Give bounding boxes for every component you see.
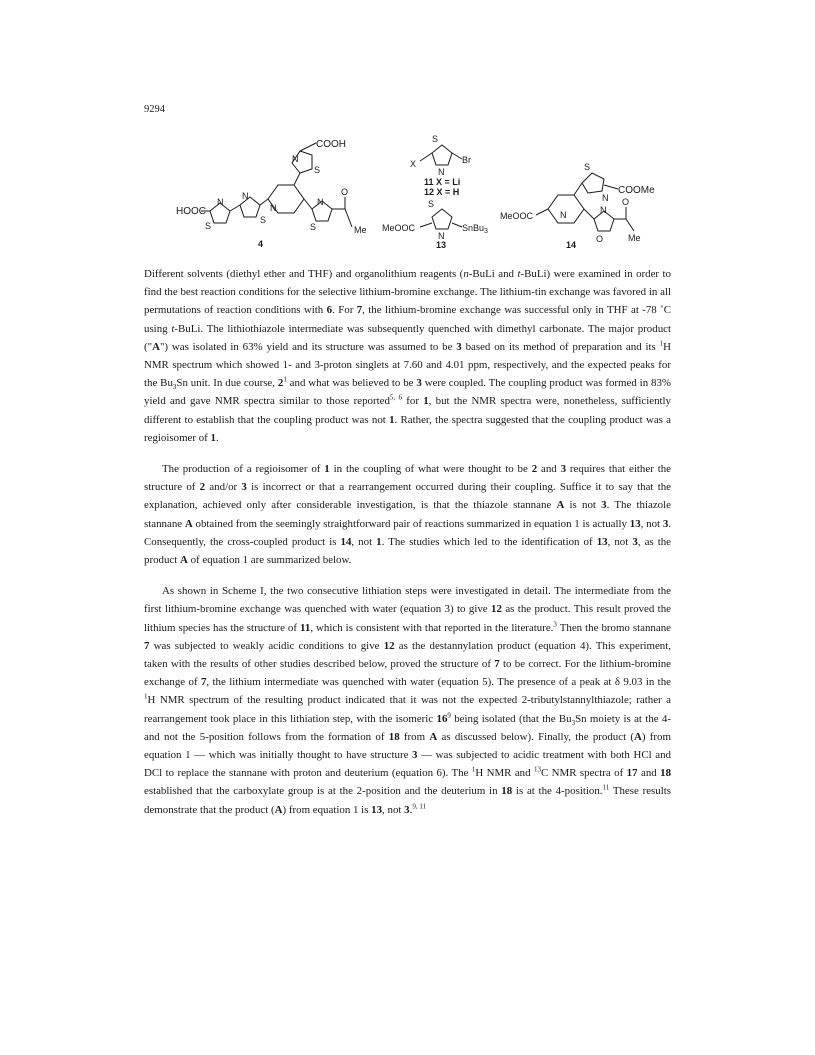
p2-text: . The thiazole stannane — [144, 499, 671, 530]
p3-compound-ref: 13 — [371, 803, 383, 816]
p1-text: . For — [332, 304, 357, 317]
p3-compound-ref: 18 — [501, 785, 513, 798]
c4-s2: S — [260, 215, 267, 225]
c14-s: S — [584, 162, 591, 172]
paragraph-1 — [144, 265, 671, 447]
c14-me: Me — [628, 233, 641, 243]
c4-carbonyl-o: O — [341, 187, 349, 197]
page-number: 9294 — [144, 104, 165, 115]
p3-superscript: 13 — [534, 765, 541, 774]
p2-text: and/or — [205, 481, 242, 494]
p1-text: H NMR spectrum which showed 1- and 3-proton singlets at 7.60 and 4.01 ppm, respectively, and the expected peaks for the Bu — [144, 340, 671, 390]
p1-text: -BuLi. The lithiothiazole intermediate was subsequently quenched with dimethyl carbonate. The major product (" — [144, 322, 671, 353]
p3-citation: 11 — [602, 783, 610, 792]
p2-compound-ref: 1 — [324, 463, 330, 476]
p1-compound-ref: 2 — [277, 377, 284, 390]
p3-text: ) from equation 1 is — [282, 803, 372, 816]
c4-n3: N — [292, 154, 299, 164]
p3-subscript: 3 — [571, 718, 576, 727]
p1-compound-ref: 1 — [210, 431, 216, 444]
p3-text: H NMR spectrum of the resulting product indicated that it was not the expected 2-tributylstannylthiazole; rather a rearrangement took place in this lithiation step, with the isomeric — [144, 694, 671, 725]
p3-superscript: 1 — [471, 765, 476, 774]
p3-text: as the product. This result proved the lithium species has the structure of — [144, 603, 671, 634]
c13-label: 13 — [436, 240, 447, 250]
p3-superscript: 1 — [144, 692, 148, 701]
p3-text: , which is consistent with that reported in the literature. — [310, 621, 554, 634]
compound-11-12-structure — [410, 134, 471, 197]
p1-italic: n — [463, 268, 469, 280]
p1-text: were coupled. The coupling product was formed in 83% yield and gave NMR spectra similar to those reported — [144, 377, 671, 408]
p3-compound-ref: 7 — [494, 658, 500, 671]
c14-n-pyridine: N — [560, 210, 567, 220]
p2-text: . The studies which led to the identification of — [381, 535, 597, 548]
p3-compound-ref: 11 — [300, 621, 311, 634]
p3-text: to be correct. For the lithium-bromine exchange of — [144, 658, 672, 689]
c13-n: N — [438, 231, 445, 241]
p2-text: , as the product — [144, 535, 672, 567]
p2-compound-ref: 14 — [340, 535, 352, 548]
body-text — [144, 265, 671, 832]
c14-label: 14 — [566, 240, 577, 250]
p2-compound-ref: A — [180, 554, 188, 567]
c4-me: Me — [354, 225, 367, 235]
p1-text: based on its method of preparation and its — [461, 340, 660, 353]
p2-text: , not — [607, 535, 633, 548]
p1-subscript: 3 — [172, 383, 177, 392]
c4-s3: S — [314, 165, 321, 175]
p3-compound-ref: 7 — [200, 676, 207, 689]
c14-coome: COOMe — [618, 185, 655, 196]
p1-text: . — [216, 431, 219, 444]
c4-n-pyridine: N — [270, 203, 277, 213]
p3-text: was subjected to weakly acidic conditions to give — [149, 639, 384, 652]
c11-line1: 11 X = Li — [424, 177, 461, 187]
compound-14-structure — [500, 162, 655, 250]
c13-snbu: SnBu — [462, 223, 485, 233]
p3-text: from — [399, 730, 430, 743]
p1-compound-ref: 6 — [326, 304, 333, 317]
c13-s: S — [428, 199, 435, 209]
p3-text: — was subjected to acidic treatment with both HCl and DCl to replace the stannane with proton and deuterium (equation 6). The — [144, 749, 672, 780]
p2-compound-ref: 3 — [241, 481, 247, 494]
p1-compound-ref: 1 — [389, 413, 395, 426]
p3-text: These results demonstrate that the product ( — [144, 785, 672, 816]
paragraph-3 — [144, 582, 671, 819]
p1-text: ") was isolated in 63% yield and its structure was assumed to be — [159, 340, 457, 353]
p3-text: is at the 4-position. — [512, 785, 603, 798]
p1-compound-ref: 7 — [356, 304, 363, 317]
p2-text: obtained from the seemingly straightforward pair of reactions summarized in equation 1 is actually — [192, 517, 630, 530]
p3-citation: 9 — [447, 711, 451, 720]
c13-snbu3 — [462, 223, 488, 235]
p2-text: . Consequently, the cross-coupled product is — [144, 517, 672, 548]
p2-text: is not — [564, 499, 602, 512]
compound-13-structure — [382, 199, 488, 250]
p1-text: for — [401, 395, 424, 408]
c14-n1: N — [602, 193, 609, 203]
c11-n: N — [438, 167, 445, 177]
c12-line2: 12 X = H — [424, 187, 460, 197]
p1-text: -BuLi and — [468, 268, 518, 280]
p3-text: As shown in Scheme I, the two consecutive lithiation steps were investigated in detail. The intermediate from the first lithium-bromine exchange was quenched with water (equation 3) to give — [144, 585, 671, 616]
p3-compound-ref: 3 — [404, 803, 410, 816]
c14-meooc: MeOOC — [500, 211, 534, 221]
p1-text: Sn unit. In due course, — [176, 377, 278, 390]
p3-compound-ref: 7 — [144, 639, 150, 652]
p2-compound-ref: 1 — [376, 535, 382, 548]
p3-text: as discussed below). Finally, the product ( — [437, 730, 635, 743]
p3-compound-ref: 17 — [626, 767, 638, 780]
c4-s4: S — [310, 222, 317, 232]
p2-text: requires that either the structure of — [144, 463, 671, 494]
p3-text: , not — [382, 803, 405, 816]
c11-br: Br — [462, 155, 471, 165]
p2-text: in the coupling of what were thought to be — [329, 463, 532, 476]
p2-compound-ref: 2 — [199, 481, 206, 494]
p2-compound-ref: 3 — [560, 463, 567, 476]
p3-text: H NMR and — [475, 767, 534, 780]
c4-cooh: COOH — [316, 139, 346, 150]
c14-o-ring: O — [596, 234, 604, 244]
c14-carbonyl-o: O — [622, 197, 630, 207]
p2-compound-ref: 13 — [596, 535, 608, 548]
p3-text: C NMR spectra of — [541, 767, 627, 780]
c11-s: S — [432, 134, 439, 144]
chemical-structures-scheme — [0, 125, 815, 260]
p2-text: , not — [351, 535, 377, 548]
p3-text: being isolated (that the Bu — [450, 712, 572, 725]
p2-text: The production of a regioisomer of — [162, 463, 325, 476]
p3-text: established that the carboxylate group is at the 2-position and the deuterium in — [144, 785, 502, 798]
p1-italic: t — [171, 322, 175, 335]
c14-n2: N — [600, 205, 607, 215]
p3-text: ) from equation 1 — which was initially thought to have structure — [144, 730, 671, 762]
p1-compound-ref: 3 — [416, 377, 422, 390]
p2-compound-ref: 13 — [629, 517, 641, 530]
structures-svg — [0, 125, 815, 260]
c4-n1: N — [217, 197, 224, 207]
p3-compound-ref: 3 — [412, 749, 418, 762]
p2-text: , not — [640, 517, 663, 530]
p3-compound-ref: 18 — [388, 730, 400, 743]
c4-hooc: HOOC — [176, 206, 206, 217]
compound-4-structure — [176, 139, 367, 249]
p1-citation: 1 — [283, 375, 287, 384]
p1-text: -BuLi) were examined in order to find the best reaction conditions for the selective lithium-bromine exchange. The lithium-tin exchange was favored in all permutations of reaction conditions with — [144, 268, 672, 317]
p2-compound-ref: 2 — [531, 463, 538, 476]
p3-compound-ref: A — [634, 730, 642, 743]
p1-superscript: 1 — [659, 339, 664, 348]
c13-sub3: 3 — [484, 228, 488, 235]
p3-text: . — [409, 803, 413, 816]
p1-compound-ref: A — [152, 340, 160, 353]
p1-italic: t — [517, 268, 521, 280]
c13-meooc: MeOOC — [382, 223, 416, 233]
p3-compound-ref: 12 — [383, 639, 395, 652]
p3-citation: 9, 11 — [412, 802, 427, 811]
p2-text: of equation 1 are summarized below. — [187, 554, 352, 567]
p1-text: . Rather, the spectra suggested that the coupling product was a regioisomer of — [144, 413, 671, 444]
p3-compound-ref: 18 — [660, 767, 672, 780]
p3-compound-ref: 16 — [436, 712, 448, 725]
c4-s1: S — [205, 221, 212, 231]
p3-citation: 3 — [553, 620, 557, 629]
p2-compound-ref: 3 — [662, 517, 669, 530]
p3-compound-ref: A — [274, 803, 283, 816]
p2-compound-ref: 3 — [632, 535, 638, 548]
p2-text: and — [537, 463, 561, 476]
p1-compound-ref: 1 — [423, 395, 429, 408]
p3-text: and — [637, 767, 661, 780]
p3-text: Sn moiety is at the 4- and not the 5-position follows from the formation of — [144, 712, 671, 743]
c4-label: 4 — [258, 239, 264, 249]
p1-text: and what was believed to be — [286, 377, 417, 390]
p1-text: , the lithium-bromine exchange was successful only in THF at -78 ˚C using — [144, 304, 672, 335]
p2-compound-ref: A — [184, 517, 193, 530]
p3-compound-ref: 12 — [491, 603, 502, 616]
p2-compound-ref: A — [556, 499, 565, 512]
p1-text: , but the NMR spectra were, nonetheless, sufficiently different to establish that the coupling product was not — [144, 395, 672, 426]
c4-n2: N — [242, 191, 249, 201]
p2-compound-ref: 3 — [601, 499, 607, 512]
p1-citation: 5, 6 — [389, 393, 402, 402]
paragraph-2 — [144, 460, 671, 569]
p3-text: , the lithium intermediate was quenched with water (equation 5). The presence of a peak at δ 9.03 in the — [206, 676, 671, 689]
p1-text: Different solvents (diethyl ether and THF) and organolithium reagents ( — [144, 268, 464, 280]
p2-text: is incorrect or that a rearrangement occurred during their coupling. Suffice it to say that the explanation, achieved only after considerable investigation, is that the thiazole stannane — [144, 481, 671, 512]
p3-compound-ref: A — [429, 730, 438, 743]
p3-text: as the destannylation product (equation 4). This experiment, taken with the results of other studies described below, proved the structure of — [144, 639, 671, 671]
c4-n4: N — [317, 197, 324, 207]
p3-text: Then the bromo stannane — [556, 621, 671, 634]
c11-x: X — [410, 159, 417, 169]
p1-compound-ref: 3 — [456, 340, 462, 353]
